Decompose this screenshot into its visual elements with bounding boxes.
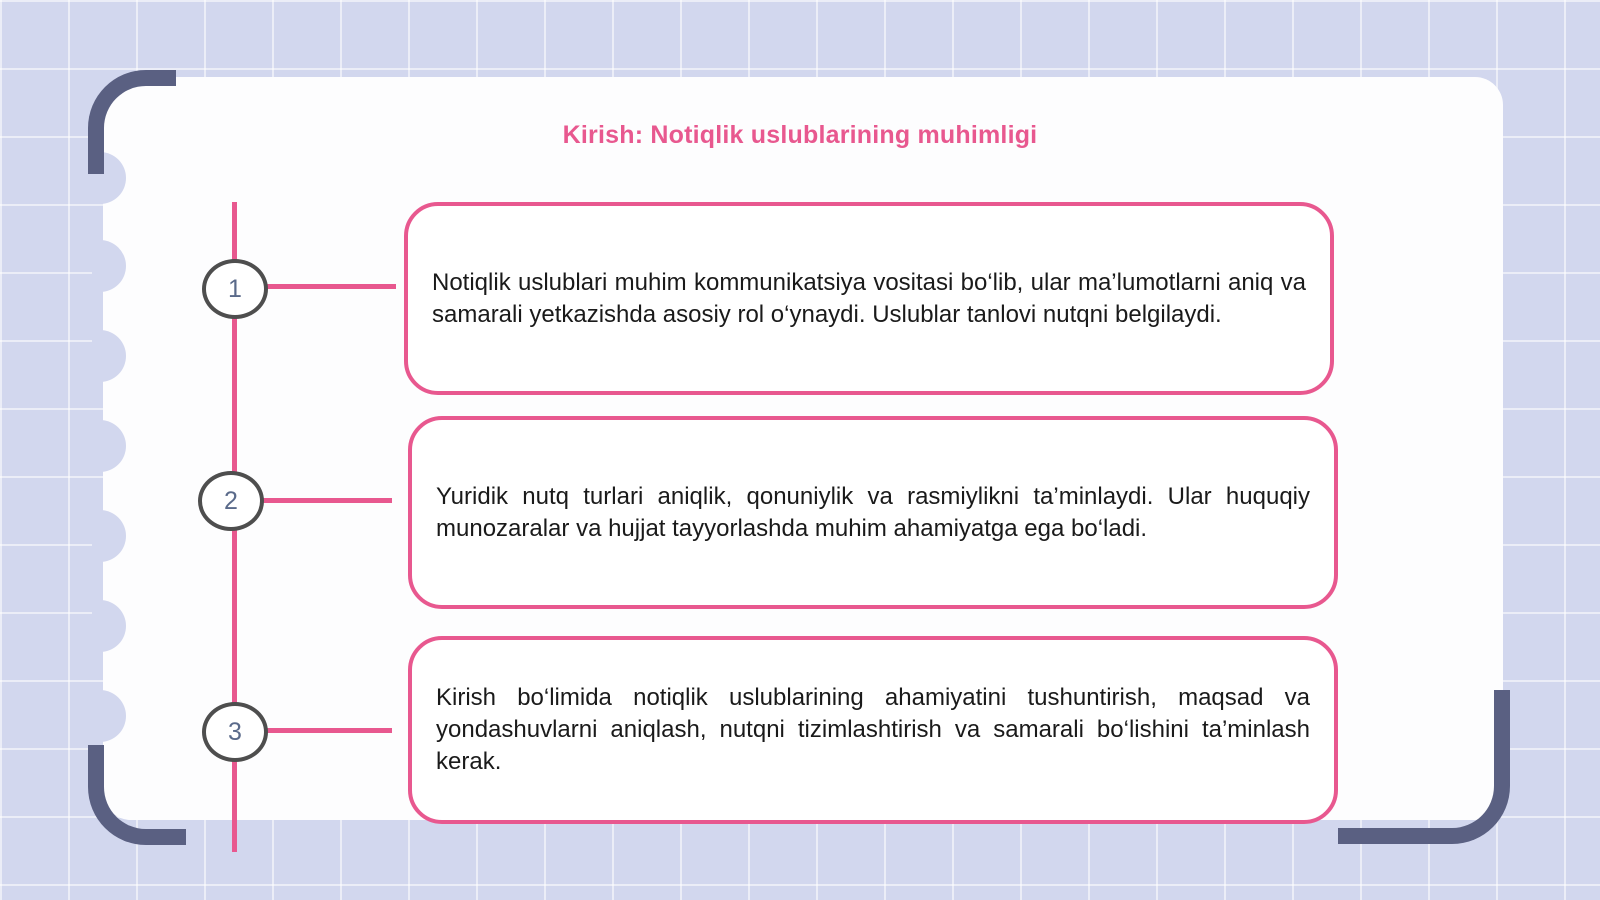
- frame-corner-bottom-right: [1338, 690, 1510, 844]
- timeline-connector: [262, 284, 396, 289]
- timeline-connector: [262, 728, 392, 733]
- content-box-3: [408, 636, 1338, 824]
- step-number: 2: [224, 486, 238, 515]
- content-box-2: [408, 416, 1338, 609]
- step-number: 1: [228, 274, 242, 303]
- frame-corner-bottom-left: [88, 745, 186, 845]
- step-number-badge: [202, 702, 268, 762]
- content-text: Notiqlik uslublari muhim kommunikatsiya vositasi bo‘lib, ular ma’lumotlarni aniq va samarali yetkazishda asosiy rol o‘ynaydi. Uslublar tanlovi nutqni belgilaydi.: [432, 268, 1306, 328]
- content-text: Yuridik nutq turlari aniqlik, qonuniylik va rasmiylikni ta’minlaydi. Ular huquqiy munozaralar va hujjat tayyorlashda muhim ahamiyatga ega bo‘ladi.: [436, 482, 1310, 542]
- frame-corner-top-left: [88, 70, 176, 174]
- step-number-badge: [202, 259, 268, 319]
- step-number: 3: [228, 717, 242, 746]
- timeline-connector: [260, 498, 392, 503]
- slide-title: Kirish: Notiqlik uslublarining muhimligi: [562, 121, 1038, 149]
- content-text: Kirish bo‘limida notiqlik uslublarining ahamiyatini tushuntirish, maqsad va yondashuvlarni aniqlash, nutqni tizimlashtirish va samarali bo‘lishini ta’minlash kerak.: [436, 684, 1310, 775]
- step-number-badge: [198, 471, 264, 531]
- content-box-1: [404, 202, 1334, 395]
